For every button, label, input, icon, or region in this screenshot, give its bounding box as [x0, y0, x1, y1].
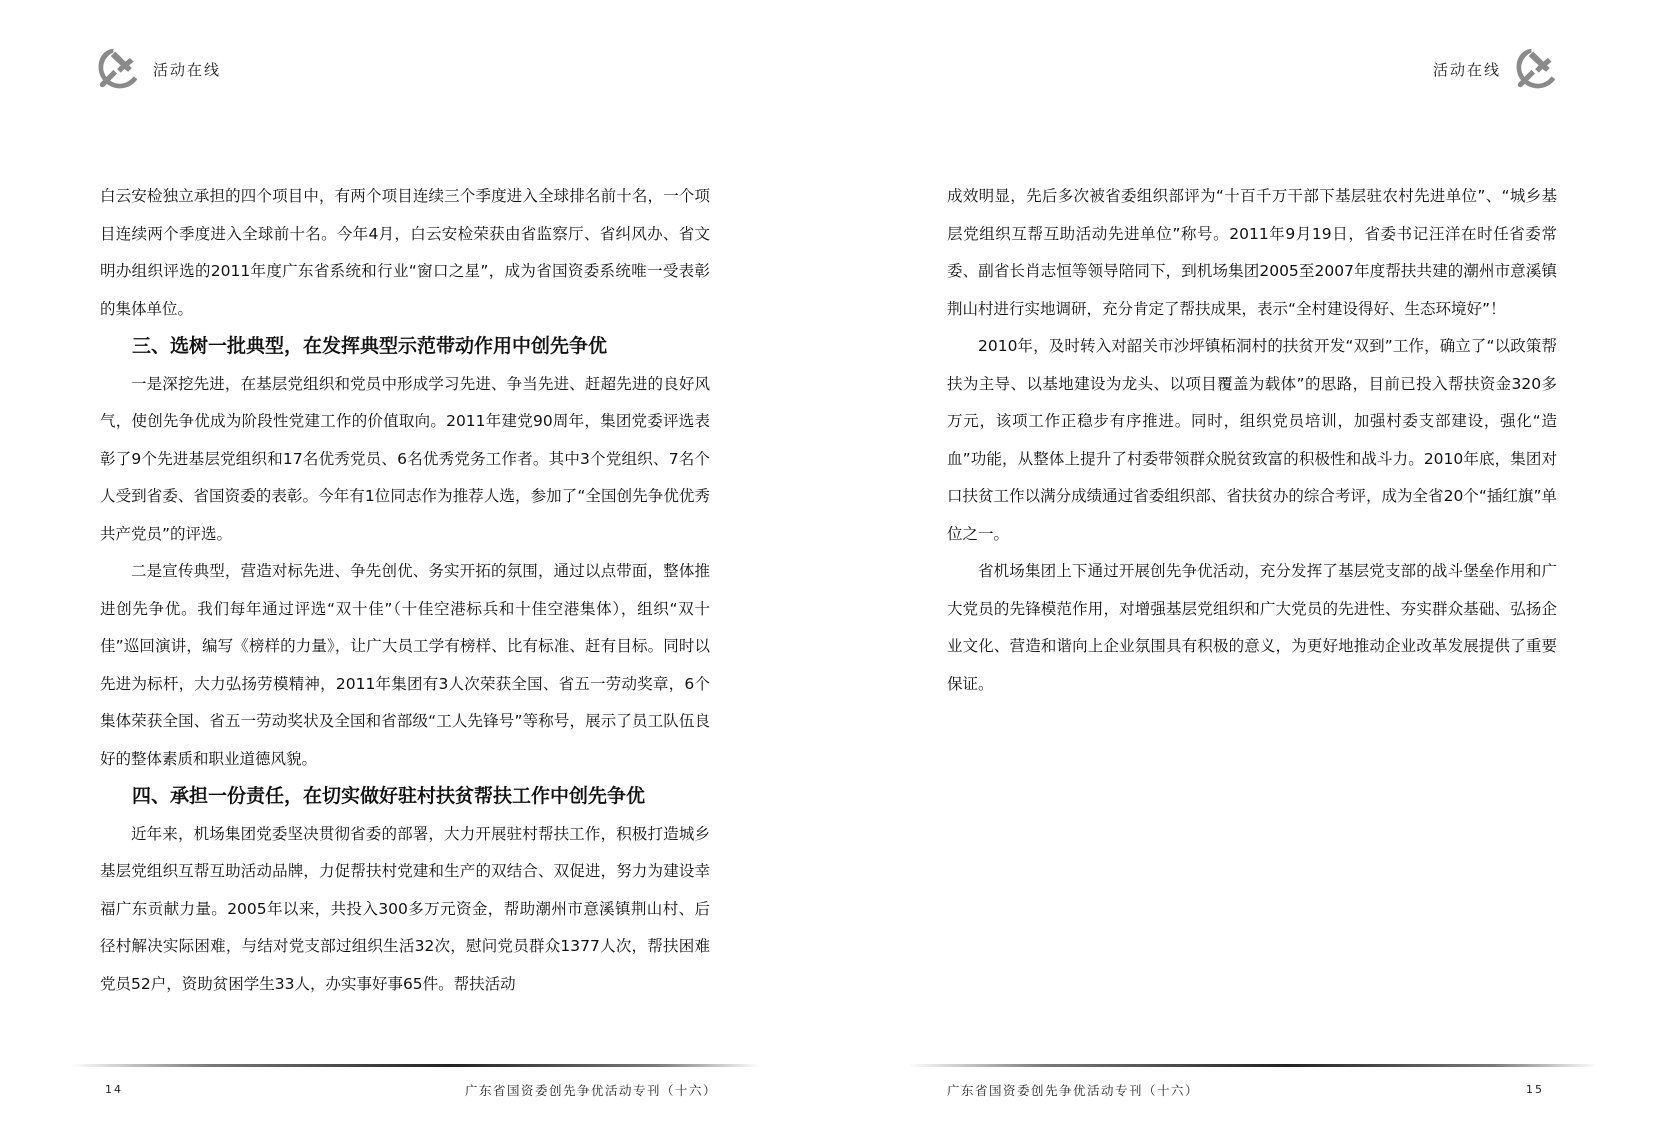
body-paragraph: 一是深挖先进，在基层党组织和党员中形成学习先进、争当先进、赶超先进的良好风气，使创先争优成为阶段性党建工作的价值取向。2011年建党90周年，集团党委评选表彰了9个先进基层党组织和17名优秀党员、6名优秀党务工作者。其中3个党组织、7名个人受到省委、省国资委的表彰。今年有1位同志作为推荐人选，参加了“全国创先争优优秀共产党员”的评选。	[100, 374, 710, 543]
page-header	[95, 44, 233, 94]
body-paragraph: 近年来，机场集团党委坚决贯彻省委的部署，大力开展驻村帮扶工作，积极打造城乡基层党组织互帮互助活动品牌，力促帮扶村党建和生产的双结合、双促进，努力为建设幸福广东贡献力量。2005年以来，共投入300多万元资金，帮助潮州市意溪镇荆山村、后径村解决实际困难，与结对党支部过组织生活32次，慰问党员群众1377人次，帮扶困难党员52户，资助贫困学生33人，办实事好事65件。帮扶活动	[100, 824, 710, 993]
page-number: 14	[105, 1083, 123, 1096]
footer-divider	[70, 1064, 760, 1067]
body-paragraph: 省机场集团上下通过开展创先争优活动，充分发挥了基层党支部的战斗堡垒作用和广大党员的先锋模范作用，对增强基层党组织和广大党员的先进性、夯实群众基础、弘扬企业文化、营造和谐向上企业氛围具有积极的意义，为更好地推动企业改革发展提供了重要保证。	[947, 562, 1557, 693]
section-heading: 三、选树一批典型，在发挥典型示范带动作用中创先争优	[132, 335, 608, 357]
body-paragraph: 白云安检独立承担的四个项目中，有两个项目连续三个季度进入全球排名前十名，一个项目连续两个季度进入全球前十名。今年4月，白云安检荣获由省监察厅、省纠风办、省文明办组织评选的2011年度广东省系统和行业“窗口之星”，成为省国资委系统唯一受表彰的集体单位。	[100, 187, 710, 318]
footer-divider	[907, 1064, 1597, 1067]
section-title: 活动在线	[1432, 60, 1501, 79]
left-page-body	[100, 178, 710, 1003]
party-emblem-icon	[1513, 46, 1559, 92]
party-emblem-icon	[95, 46, 141, 92]
body-paragraph: 2010年，及时转入对韶关市沙坪镇柘洞村的扶贫开发“双到”工作，确立了“以政策帮扶为主导、以基地建设为龙头、以项目覆盖为载体”的思路，目前已投入帮扶资金320多万元，该项工作正稳步有序推进。同时，组织党员培训，加强村委支部建设，强化“造血”功能，从整体上提升了村委带领群众脱贫致富的积极性和战斗力。2010年底，集团对口扶贫工作以满分成绩通过省委组织部、省扶贫办的综合考评，成为全省20个“插红旗”单位之一。	[947, 337, 1557, 543]
body-paragraph: 二是宣传典型，营造对标先进、争先创优、务实开拓的氛围，通过以点带面，整体推进创先争优。我们每年通过评选“双十佳”（十佳空港标兵和十佳空港集体），组织“双十佳”巡回演讲，编写《榜样的力量》，让广大员工学有榜样、比有标准、赶有目标。同时以先进为标杆，大力弘扬劳模精神，2011年集团有3人次荣获全国、省五一劳动奖章，6个集体荣获全国、省五一劳动奖状及全国和省部级“工人先锋号”等称号，展示了员工队伍良好的整体素质和职业道德风貌。	[100, 562, 710, 768]
right-page	[827, 0, 1654, 1130]
publication-title: 广东省国资委创先争优活动专刊（十六）	[947, 1083, 1200, 1098]
page-number: 15	[1526, 1083, 1544, 1096]
page-header	[1421, 44, 1559, 94]
body-paragraph: 成效明显，先后多次被省委组织部评为“十百千万干部下基层驻农村先进单位”、“城乡基层党组织互帮互助活动先进单位”称号。2011年9月19日，省委书记汪洋在时任省委常委、副省长肖志恒等领导陪同下，到机场集团2005至2007年度帮扶共建的潮州市意溪镇荆山村进行实地调研，充分肯定了帮扶成果，表示“全村建设得好、生态环境好”！	[947, 187, 1557, 318]
publication-title: 广东省国资委创先争优活动专刊（十六）	[464, 1083, 717, 1098]
section-heading: 四、承担一份责任，在切实做好驻村扶贫帮扶工作中创先争优	[132, 785, 646, 807]
right-page-body	[947, 178, 1557, 703]
section-title: 活动在线	[153, 60, 222, 79]
